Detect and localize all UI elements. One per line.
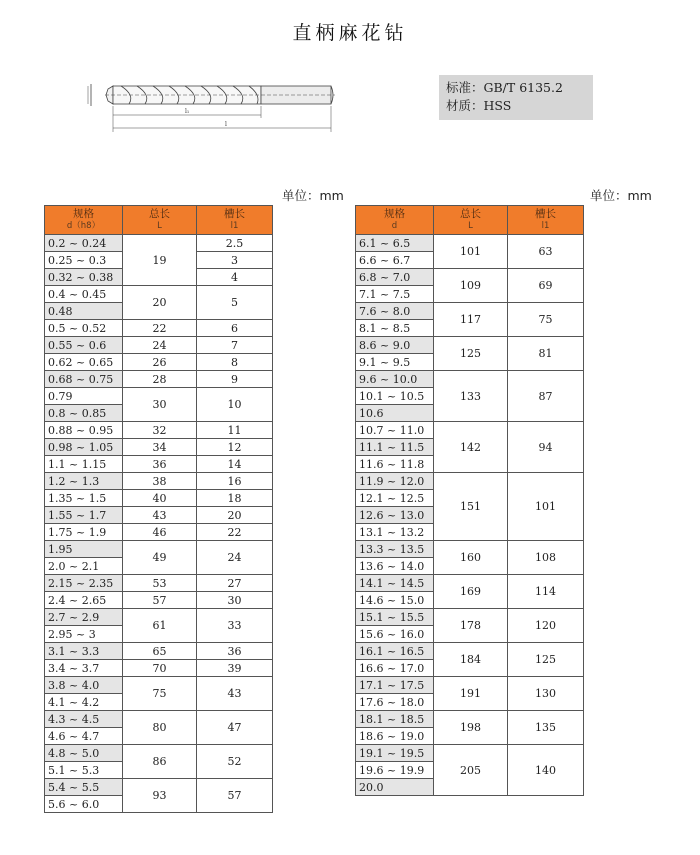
- table-row: [356, 745, 584, 762]
- size-cell: 14.1 ~ 14.5: [356, 575, 434, 592]
- size-cell: 3.4 ~ 3.7: [45, 660, 123, 677]
- flute-length-cell: 114: [508, 575, 584, 609]
- size-cell: 2.95 ~ 3: [45, 626, 123, 643]
- spec-table-left: [44, 205, 273, 813]
- total-length-cell: 24: [123, 337, 197, 354]
- total-length-cell: 93: [123, 779, 197, 813]
- standard-text: 标准：GB/T 6135.2: [446, 80, 563, 95]
- size-cell: 20.0: [356, 779, 434, 796]
- table-row: [45, 592, 273, 609]
- unit-label-left: 单位：mm: [282, 188, 344, 203]
- size-cell: 13.6 ~ 14.0: [356, 558, 434, 575]
- total-length-cell: 32: [123, 422, 197, 439]
- size-cell: 0.5 ~ 0.52: [45, 320, 123, 337]
- table-row: [45, 320, 273, 337]
- material-text: 材质：HSS: [446, 98, 512, 113]
- size-cell: 1.35 ~ 1.5: [45, 490, 123, 507]
- flute-length-cell: 24: [197, 541, 273, 575]
- size-cell: 0.62 ~ 0.65: [45, 354, 123, 371]
- size-cell: 15.6 ~ 16.0: [356, 626, 434, 643]
- size-cell: 1.1 ~ 1.15: [45, 456, 123, 473]
- size-cell: 13.3 ~ 13.5: [356, 541, 434, 558]
- flute-length-cell: 8: [197, 354, 273, 371]
- table-row: [45, 337, 273, 354]
- total-length-cell: 75: [123, 677, 197, 711]
- size-cell: 2.0 ~ 2.1: [45, 558, 123, 575]
- header-total-length: 总长 L: [434, 206, 508, 235]
- size-cell: 3.8 ~ 4.0: [45, 677, 123, 694]
- size-cell: 0.88 ~ 0.95: [45, 422, 123, 439]
- flute-length-cell: 135: [508, 711, 584, 745]
- size-cell: 4.8 ~ 5.0: [45, 745, 123, 762]
- total-length-cell: 109: [434, 269, 508, 303]
- size-cell: 9.6 ~ 10.0: [356, 371, 434, 388]
- table-row: [356, 473, 584, 490]
- table-row: [356, 711, 584, 728]
- total-length-cell: 38: [123, 473, 197, 490]
- flute-length-cell: 4: [197, 269, 273, 286]
- table-row: [45, 490, 273, 507]
- table-row: [356, 541, 584, 558]
- size-cell: 4.1 ~ 4.2: [45, 694, 123, 711]
- size-cell: 19.1 ~ 19.5: [356, 745, 434, 762]
- size-cell: 0.68 ~ 0.75: [45, 371, 123, 388]
- size-cell: 11.1 ~ 11.5: [356, 439, 434, 456]
- total-length-cell: 26: [123, 354, 197, 371]
- table-row: [356, 677, 584, 694]
- size-cell: 0.2 ~ 0.24: [45, 235, 123, 252]
- size-cell: 0.4 ~ 0.45: [45, 286, 123, 303]
- table-header-row: [45, 206, 273, 235]
- table-row: [356, 422, 584, 439]
- size-cell: 18.6 ~ 19.0: [356, 728, 434, 745]
- flute-length-cell: 63: [508, 235, 584, 269]
- total-length-cell: 19: [123, 235, 197, 286]
- flute-length-cell: 108: [508, 541, 584, 575]
- flute-length-cell: 11: [197, 422, 273, 439]
- size-cell: 0.25 ~ 0.3: [45, 252, 123, 269]
- size-cell: 1.55 ~ 1.7: [45, 507, 123, 524]
- table-row: [45, 354, 273, 371]
- flute-length-cell: 14: [197, 456, 273, 473]
- size-cell: 16.6 ~ 17.0: [356, 660, 434, 677]
- size-cell: 2.15 ~ 2.35: [45, 575, 123, 592]
- total-length-cell: 205: [434, 745, 508, 796]
- total-length-cell: 53: [123, 575, 197, 592]
- total-length-cell: 184: [434, 643, 508, 677]
- size-cell: 6.6 ~ 6.7: [356, 252, 434, 269]
- size-cell: 5.4 ~ 5.5: [45, 779, 123, 796]
- total-length-cell: 86: [123, 745, 197, 779]
- size-cell: 0.55 ~ 0.6: [45, 337, 123, 354]
- size-cell: 14.6 ~ 15.0: [356, 592, 434, 609]
- spec-table-right: [355, 205, 584, 796]
- size-cell: 5.1 ~ 5.3: [45, 762, 123, 779]
- size-cell: 0.8 ~ 0.85: [45, 405, 123, 422]
- table-row: [356, 235, 584, 252]
- table-row: [45, 371, 273, 388]
- flute-length-cell: 27: [197, 575, 273, 592]
- table-row: [356, 643, 584, 660]
- table-row: [45, 745, 273, 762]
- header-total-length: 总长 L: [123, 206, 197, 235]
- flute-length-cell: 39: [197, 660, 273, 677]
- total-length-cell: 65: [123, 643, 197, 660]
- total-length-cell: 61: [123, 609, 197, 643]
- total-length-cell: 30: [123, 388, 197, 422]
- size-cell: 11.6 ~ 11.8: [356, 456, 434, 473]
- size-cell: 7.1 ~ 7.5: [356, 286, 434, 303]
- total-length-cell: 191: [434, 677, 508, 711]
- flute-length-cell: 7: [197, 337, 273, 354]
- flute-length-cell: 9: [197, 371, 273, 388]
- flute-length-cell: 69: [508, 269, 584, 303]
- size-cell: 3.1 ~ 3.3: [45, 643, 123, 660]
- size-cell: 16.1 ~ 16.5: [356, 643, 434, 660]
- size-cell: 17.1 ~ 17.5: [356, 677, 434, 694]
- flute-length-cell: 12: [197, 439, 273, 456]
- size-cell: 1.2 ~ 1.3: [45, 473, 123, 490]
- total-length-cell: 178: [434, 609, 508, 643]
- table-row: [45, 456, 273, 473]
- table-row: [356, 609, 584, 626]
- total-length-cell: 28: [123, 371, 197, 388]
- header-flute-length: 槽长 l1: [197, 206, 273, 235]
- table-row: [45, 677, 273, 694]
- size-cell: 13.1 ~ 13.2: [356, 524, 434, 541]
- size-cell: 11.9 ~ 12.0: [356, 473, 434, 490]
- table-row: [45, 388, 273, 405]
- flute-length-cell: 10: [197, 388, 273, 422]
- total-length-cell: 169: [434, 575, 508, 609]
- total-length-cell: 36: [123, 456, 197, 473]
- spec-box: [439, 75, 593, 120]
- size-cell: 8.6 ~ 9.0: [356, 337, 434, 354]
- total-length-cell: 133: [434, 371, 508, 422]
- size-cell: 17.6 ~ 18.0: [356, 694, 434, 711]
- total-length-cell: 101: [434, 235, 508, 269]
- size-cell: 6.8 ~ 7.0: [356, 269, 434, 286]
- size-cell: 8.1 ~ 8.5: [356, 320, 434, 337]
- table-row: [45, 643, 273, 660]
- flute-length-cell: 81: [508, 337, 584, 371]
- flute-length-cell: 130: [508, 677, 584, 711]
- total-length-cell: 20: [123, 286, 197, 320]
- page-title: 直柄麻花钻: [292, 22, 408, 44]
- size-cell: 2.7 ~ 2.9: [45, 609, 123, 626]
- flute-length-cell: 120: [508, 609, 584, 643]
- flute-length-cell: 43: [197, 677, 273, 711]
- size-cell: 0.32 ~ 0.38: [45, 269, 123, 286]
- total-length-cell: 151: [434, 473, 508, 541]
- drill-diagram: [85, 72, 345, 142]
- table-row: [356, 303, 584, 320]
- flute-length-cell: 125: [508, 643, 584, 677]
- flute-length-cell: 22: [197, 524, 273, 541]
- total-length-cell: 43: [123, 507, 197, 524]
- flute-length-cell: 16: [197, 473, 273, 490]
- drawing-label-l: l: [225, 121, 227, 128]
- flute-length-cell: 2.5: [197, 235, 273, 252]
- table-row: [45, 609, 273, 626]
- size-cell: 2.4 ~ 2.65: [45, 592, 123, 609]
- size-cell: 15.1 ~ 15.5: [356, 609, 434, 626]
- total-length-cell: 80: [123, 711, 197, 745]
- table-row: [356, 337, 584, 354]
- size-cell: 1.95: [45, 541, 123, 558]
- table-row: [45, 524, 273, 541]
- table-row: [45, 473, 273, 490]
- table-header-row: [356, 206, 584, 235]
- size-cell: 0.48: [45, 303, 123, 320]
- size-cell: 0.79: [45, 388, 123, 405]
- size-cell: 7.6 ~ 8.0: [356, 303, 434, 320]
- table-row: [45, 779, 273, 796]
- flute-length-cell: 140: [508, 745, 584, 796]
- flute-length-cell: 36: [197, 643, 273, 660]
- total-length-cell: 22: [123, 320, 197, 337]
- flute-length-cell: 6: [197, 320, 273, 337]
- total-length-cell: 160: [434, 541, 508, 575]
- flute-length-cell: 94: [508, 422, 584, 473]
- flute-length-cell: 30: [197, 592, 273, 609]
- total-length-cell: 46: [123, 524, 197, 541]
- size-cell: 10.1 ~ 10.5: [356, 388, 434, 405]
- flute-length-cell: 47: [197, 711, 273, 745]
- flute-length-cell: 75: [508, 303, 584, 337]
- size-cell: 10.6: [356, 405, 434, 422]
- total-length-cell: 142: [434, 422, 508, 473]
- flute-length-cell: 57: [197, 779, 273, 813]
- drawing-label-l1: l₁: [185, 108, 190, 115]
- size-cell: 0.98 ~ 1.05: [45, 439, 123, 456]
- total-length-cell: 40: [123, 490, 197, 507]
- total-length-cell: 57: [123, 592, 197, 609]
- size-cell: 12.1 ~ 12.5: [356, 490, 434, 507]
- table-row: [356, 575, 584, 592]
- table-row: [45, 660, 273, 677]
- flute-length-cell: 18: [197, 490, 273, 507]
- size-cell: 9.1 ~ 9.5: [356, 354, 434, 371]
- table-row: [45, 541, 273, 558]
- unit-label-right: 单位：mm: [590, 188, 652, 203]
- total-length-cell: 125: [434, 337, 508, 371]
- size-cell: 19.6 ~ 19.9: [356, 762, 434, 779]
- table-row: [356, 371, 584, 388]
- size-cell: 4.3 ~ 4.5: [45, 711, 123, 728]
- table-row: [356, 269, 584, 286]
- flute-length-cell: 5: [197, 286, 273, 320]
- header-size: 规格 d（h8）: [45, 206, 123, 235]
- total-length-cell: 117: [434, 303, 508, 337]
- size-cell: 12.6 ~ 13.0: [356, 507, 434, 524]
- flute-length-cell: 20: [197, 507, 273, 524]
- size-cell: 1.75 ~ 1.9: [45, 524, 123, 541]
- table-row: [45, 235, 273, 252]
- table-row: [45, 507, 273, 524]
- total-length-cell: 49: [123, 541, 197, 575]
- header-flute-length: 槽长 l1: [508, 206, 584, 235]
- flute-length-cell: 87: [508, 371, 584, 422]
- total-length-cell: 34: [123, 439, 197, 456]
- total-length-cell: 198: [434, 711, 508, 745]
- flute-length-cell: 33: [197, 609, 273, 643]
- size-cell: 18.1 ~ 18.5: [356, 711, 434, 728]
- table-row: [45, 422, 273, 439]
- table-row: [45, 439, 273, 456]
- table-row: [45, 286, 273, 303]
- flute-length-cell: 52: [197, 745, 273, 779]
- table-row: [45, 575, 273, 592]
- flute-length-cell: 101: [508, 473, 584, 541]
- size-cell: 6.1 ~ 6.5: [356, 235, 434, 252]
- size-cell: 10.7 ~ 11.0: [356, 422, 434, 439]
- header-size: 规格 d: [356, 206, 434, 235]
- size-cell: 4.6 ~ 4.7: [45, 728, 123, 745]
- size-cell: 5.6 ~ 6.0: [45, 796, 123, 813]
- total-length-cell: 70: [123, 660, 197, 677]
- table-row: [45, 711, 273, 728]
- flute-length-cell: 3: [197, 252, 273, 269]
